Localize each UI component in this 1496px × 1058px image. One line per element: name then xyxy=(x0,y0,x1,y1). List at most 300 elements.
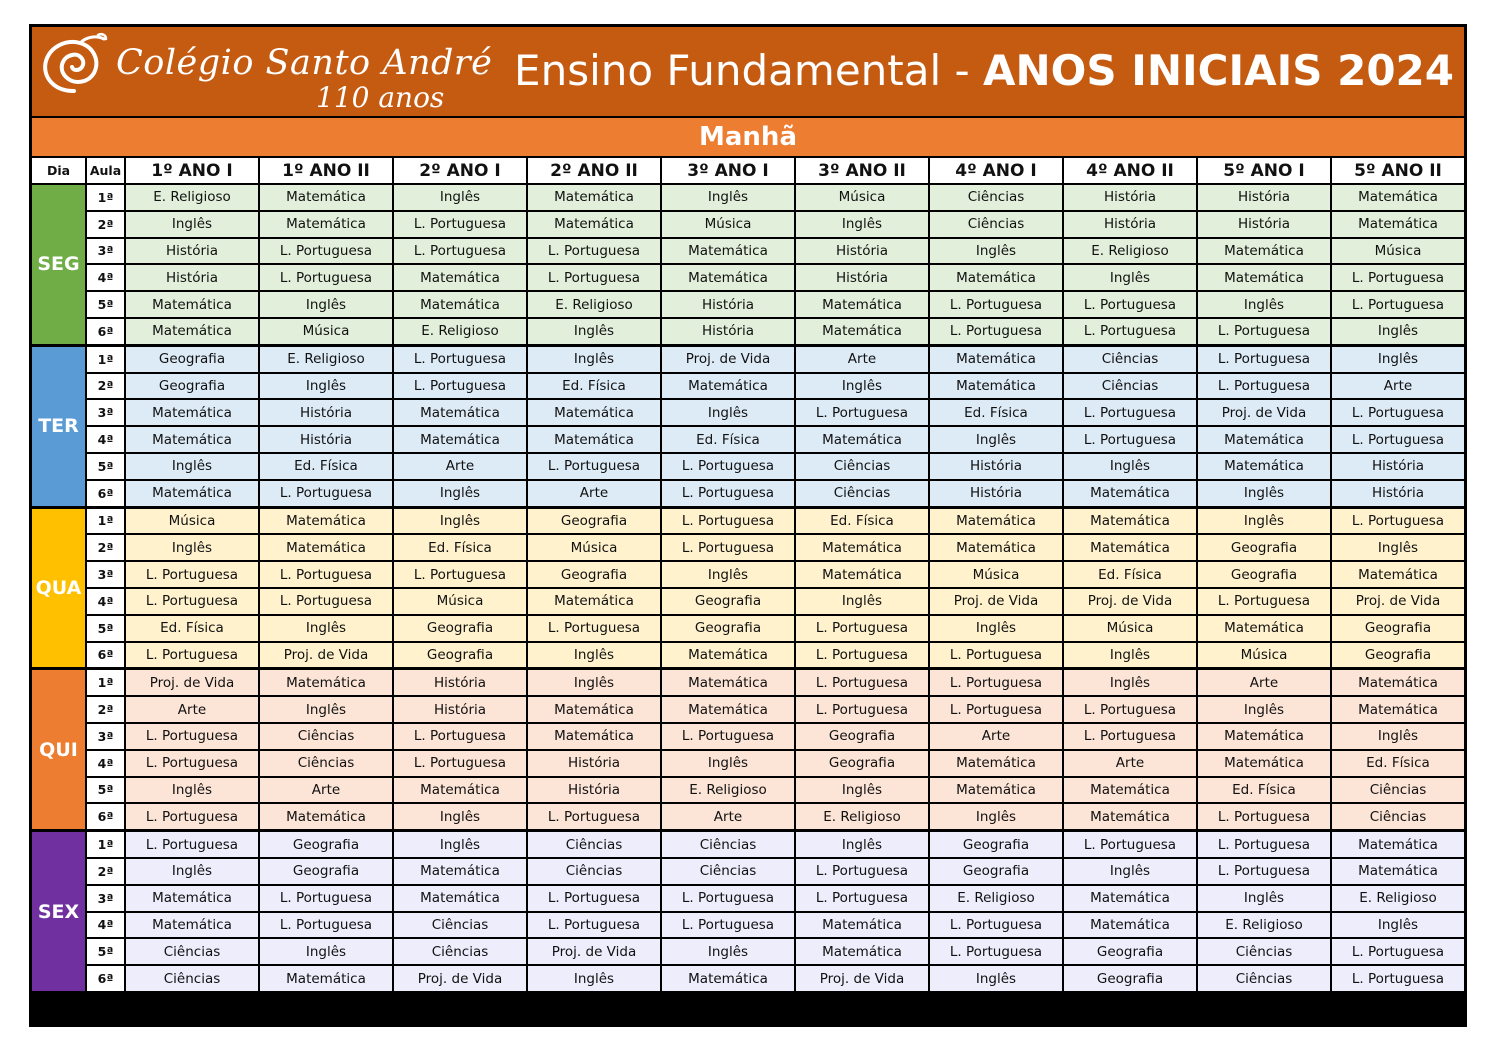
schedule-cell: Inglês xyxy=(662,185,794,210)
aula-number: 4ª xyxy=(87,589,124,614)
schedule-cell: Inglês xyxy=(126,454,258,479)
schedule-cell: Ciências xyxy=(1198,966,1330,991)
page-title xyxy=(514,45,1454,97)
schedule-cell: Música xyxy=(662,212,794,237)
title-bold: ANOS INICIAIS 2024 xyxy=(983,46,1454,95)
schedule-cell: Proj. de Vida xyxy=(260,643,392,668)
schedule-cell: L. Portuguesa xyxy=(528,239,660,264)
schedule-cell: Geografia xyxy=(260,832,392,857)
column-header-class: 3º ANO I xyxy=(662,158,794,183)
schedule-cell: Música xyxy=(260,319,392,344)
day-label-sex: SEX xyxy=(32,832,85,991)
schedule-cell: Matemática xyxy=(796,427,928,452)
schedule-cell: L. Portuguesa xyxy=(662,913,794,938)
schedule-cell: Inglês xyxy=(528,966,660,991)
column-header-aula: Aula xyxy=(87,158,124,183)
schedule-cell: L. Portuguesa xyxy=(796,859,928,884)
aula-number: 6ª xyxy=(87,966,124,991)
schedule-cell: Arte xyxy=(1198,670,1330,695)
schedule-cell: Inglês xyxy=(1198,481,1330,506)
schedule-cell: Ed. Física xyxy=(126,616,258,641)
schedule-cell: Ciências xyxy=(1332,804,1464,829)
schedule-cell: Geografia xyxy=(662,616,794,641)
shift-label: Manhã xyxy=(32,118,1464,156)
schedule-cell: L. Portuguesa xyxy=(126,832,258,857)
schedule-cell: Ciências xyxy=(662,859,794,884)
aula-number: 3ª xyxy=(87,400,124,425)
schedule-cell: Matemática xyxy=(662,374,794,399)
schedule-cell: Inglês xyxy=(1198,509,1330,534)
schedule-cell: Inglês xyxy=(662,562,794,587)
schedule-cell: L. Portuguesa xyxy=(662,454,794,479)
schedule-cell: Arte xyxy=(528,481,660,506)
schedule-cell: L. Portuguesa xyxy=(528,616,660,641)
schedule-cell: Ed. Física xyxy=(1198,778,1330,803)
schedule-cell: Geografia xyxy=(930,859,1062,884)
schedule-cell: Matemática xyxy=(126,481,258,506)
schedule-cell: Ciências xyxy=(796,454,928,479)
schedule-cell: Música xyxy=(1064,616,1196,641)
schedule-cell: Inglês xyxy=(126,212,258,237)
schedule-cell: Inglês xyxy=(394,832,526,857)
schedule-cell: Matemática xyxy=(394,292,526,317)
schedule-cell: Matemática xyxy=(126,886,258,911)
schedule-cell: Geografia xyxy=(260,859,392,884)
schedule-cell: Inglês xyxy=(1332,347,1464,372)
schedule-cell: Matemática xyxy=(1198,616,1330,641)
schedule-cell: Proj. de Vida xyxy=(930,589,1062,614)
schedule-cell: L. Portuguesa xyxy=(796,616,928,641)
schedule-cell: História xyxy=(1332,454,1464,479)
schedule-cell: Matemática xyxy=(930,751,1062,776)
schedule-cell: Música xyxy=(796,185,928,210)
aula-number: 5ª xyxy=(87,939,124,964)
schedule-cell: História xyxy=(930,454,1062,479)
schedule-cell: Arte xyxy=(1064,751,1196,776)
aula-number: 3ª xyxy=(87,724,124,749)
day-label-qui: QUI xyxy=(32,670,85,829)
schedule-cell: História xyxy=(662,292,794,317)
schedule-cell: E. Religioso xyxy=(796,804,928,829)
schedule-cell: Ciências xyxy=(528,859,660,884)
column-header-class: 2º ANO I xyxy=(394,158,526,183)
school-name: Colégio Santo André xyxy=(116,43,493,83)
schedule-sheet xyxy=(29,24,1467,1027)
schedule-cell: Matemática xyxy=(394,265,526,290)
schedule-cell: Matemática xyxy=(796,292,928,317)
schedule-cell: L. Portuguesa xyxy=(662,481,794,506)
schedule-cell: Inglês xyxy=(394,185,526,210)
schedule-cell: Inglês xyxy=(1332,913,1464,938)
aula-number: 2ª xyxy=(87,212,124,237)
schedule-cell: Inglês xyxy=(1198,697,1330,722)
schedule-cell: Inglês xyxy=(796,374,928,399)
schedule-cell: Matemática xyxy=(1332,859,1464,884)
schedule-cell: Matemática xyxy=(1332,832,1464,857)
schedule-cell: L. Portuguesa xyxy=(1198,374,1330,399)
schedule-cell: Matemática xyxy=(126,400,258,425)
schedule-cell: E. Religioso xyxy=(662,778,794,803)
schedule-cell: Inglês xyxy=(930,804,1062,829)
schedule-cell: L. Portuguesa xyxy=(1198,319,1330,344)
schedule-cell: Matemática xyxy=(930,535,1062,560)
schedule-cell: E. Religioso xyxy=(126,185,258,210)
schedule-cell: Proj. de Vida xyxy=(528,939,660,964)
schedule-cell: E. Religioso xyxy=(930,886,1062,911)
schedule-cell: Ed. Física xyxy=(662,427,794,452)
aula-number: 6ª xyxy=(87,319,124,344)
schedule-cell: Matemática xyxy=(1064,481,1196,506)
schedule-cell: História xyxy=(260,400,392,425)
schedule-cell: Matemática xyxy=(662,643,794,668)
schedule-cell: L. Portuguesa xyxy=(394,347,526,372)
schedule-cell: Geografia xyxy=(126,347,258,372)
schedule-cell: Matemática xyxy=(1198,265,1330,290)
schedule-cell: L. Portuguesa xyxy=(1332,427,1464,452)
schedule-cell: Ciências xyxy=(260,724,392,749)
column-header-class: 4º ANO I xyxy=(930,158,1062,183)
schedule-cell: L. Portuguesa xyxy=(260,589,392,614)
aula-number: 5ª xyxy=(87,292,124,317)
schedule-cell: Inglês xyxy=(260,292,392,317)
schedule-cell: Geografia xyxy=(1064,966,1196,991)
schedule-cell: Matemática xyxy=(662,966,794,991)
schedule-cell: Ciências xyxy=(662,832,794,857)
schedule-cell: L. Portuguesa xyxy=(394,724,526,749)
schedule-cell: E. Religioso xyxy=(1198,913,1330,938)
schedule-cell: Ed. Física xyxy=(930,400,1062,425)
schedule-cell: L. Portuguesa xyxy=(394,212,526,237)
schedule-cell: L. Portuguesa xyxy=(662,535,794,560)
aula-number: 1ª xyxy=(87,832,124,857)
schedule-cell: L. Portuguesa xyxy=(930,939,1062,964)
schedule-cell: Matemática xyxy=(796,319,928,344)
schedule-cell: L. Portuguesa xyxy=(1198,347,1330,372)
school-years: 110 anos xyxy=(316,81,445,114)
schedule-cell: Matemática xyxy=(930,509,1062,534)
schedule-cell: Inglês xyxy=(126,778,258,803)
schedule-cell: Música xyxy=(1198,643,1330,668)
schedule-cell: Matemática xyxy=(1064,778,1196,803)
schedule-cell: Matemática xyxy=(1332,670,1464,695)
schedule-cell: Matemática xyxy=(528,697,660,722)
schedule-cell: L. Portuguesa xyxy=(796,400,928,425)
schedule-cell: L. Portuguesa xyxy=(126,724,258,749)
schedule-cell: L. Portuguesa xyxy=(930,913,1062,938)
schedule-cell: Inglês xyxy=(394,481,526,506)
schedule-cell: L. Portuguesa xyxy=(1332,966,1464,991)
schedule-cell: L. Portuguesa xyxy=(1198,804,1330,829)
schedule-cell: História xyxy=(394,670,526,695)
schedule-cell: L. Portuguesa xyxy=(260,265,392,290)
schedule-cell: Ciências xyxy=(126,966,258,991)
schedule-cell: Inglês xyxy=(930,616,1062,641)
schedule-cell: Ciências xyxy=(1332,778,1464,803)
column-header-class: 2º ANO II xyxy=(528,158,660,183)
schedule-cell: Inglês xyxy=(796,589,928,614)
schedule-cell: Matemática xyxy=(1064,535,1196,560)
aula-number: 1ª xyxy=(87,185,124,210)
schedule-cell: L. Portuguesa xyxy=(796,886,928,911)
schedule-cell: Matemática xyxy=(796,535,928,560)
schedule-cell: Matemática xyxy=(1332,185,1464,210)
schedule-cell: Matemática xyxy=(394,859,526,884)
schedule-cell: L. Portuguesa xyxy=(930,643,1062,668)
schedule-cell: Matemática xyxy=(260,670,392,695)
schedule-cell: Matemática xyxy=(528,589,660,614)
schedule-cell: Inglês xyxy=(662,751,794,776)
schedule-cell: História xyxy=(796,239,928,264)
day-label-ter: TER xyxy=(32,347,85,506)
schedule-cell: Geografia xyxy=(1198,562,1330,587)
schedule-cell: Música xyxy=(930,562,1062,587)
schedule-cell: Matemática xyxy=(528,724,660,749)
schedule-cell: Ed. Física xyxy=(260,454,392,479)
schedule-cell: Matemática xyxy=(260,966,392,991)
schedule-cell: Geografia xyxy=(528,509,660,534)
schedule-cell: Inglês xyxy=(930,427,1062,452)
schedule-cell: Geografia xyxy=(1064,939,1196,964)
schedule-cell: Inglês xyxy=(796,212,928,237)
schedule-cell: Inglês xyxy=(796,778,928,803)
schedule-cell: Matemática xyxy=(1064,886,1196,911)
schedule-cell: Matemática xyxy=(394,886,526,911)
schedule-cell: Arte xyxy=(930,724,1062,749)
schedule-cell: Geografia xyxy=(930,832,1062,857)
schedule-cell: Inglês xyxy=(930,239,1062,264)
schedule-cell: Proj. de Vida xyxy=(1332,589,1464,614)
schedule-cell: História xyxy=(1198,185,1330,210)
schedule-cell: Matemática xyxy=(260,212,392,237)
schedule-cell: Matemática xyxy=(662,265,794,290)
schedule-cell: L. Portuguesa xyxy=(528,886,660,911)
aula-number: 2ª xyxy=(87,535,124,560)
schedule-cell: Música xyxy=(394,589,526,614)
schedule-cell: Ciências xyxy=(1064,374,1196,399)
schedule-cell: L. Portuguesa xyxy=(528,265,660,290)
schedule-cell: História xyxy=(796,265,928,290)
schedule-cell: Inglês xyxy=(528,319,660,344)
schedule-cell: L. Portuguesa xyxy=(528,804,660,829)
aula-number: 2ª xyxy=(87,697,124,722)
schedule-cell: L. Portuguesa xyxy=(394,751,526,776)
aula-number: 4ª xyxy=(87,265,124,290)
schedule-cell: Ciências xyxy=(394,939,526,964)
column-header-class: 5º ANO I xyxy=(1198,158,1330,183)
aula-number: 6ª xyxy=(87,481,124,506)
schedule-cell: Matemática xyxy=(662,697,794,722)
schedule-cell: E. Religioso xyxy=(394,319,526,344)
schedule-cell: L. Portuguesa xyxy=(126,562,258,587)
schedule-cell: Matemática xyxy=(394,400,526,425)
schedule-cell: Inglês xyxy=(260,697,392,722)
schedule-cell: Ed. Física xyxy=(1064,562,1196,587)
schedule-cell: L. Portuguesa xyxy=(662,724,794,749)
aula-number: 4ª xyxy=(87,913,124,938)
schedule-cell: L. Portuguesa xyxy=(1332,400,1464,425)
schedule-cell: Inglês xyxy=(796,832,928,857)
schedule-cell: Inglês xyxy=(662,939,794,964)
schedule-cell: Arte xyxy=(1332,374,1464,399)
schedule-cell: Proj. de Vida xyxy=(126,670,258,695)
schedule-cell: Música xyxy=(126,509,258,534)
schedule-cell: Proj. de Vida xyxy=(796,966,928,991)
schedule-cell: Geografia xyxy=(662,589,794,614)
schedule-cell: Proj. de Vida xyxy=(394,966,526,991)
school-logo xyxy=(38,31,493,114)
schedule-cell: L. Portuguesa xyxy=(1198,832,1330,857)
schedule-cell: Música xyxy=(528,535,660,560)
schedule-cell: L. Portuguesa xyxy=(930,292,1062,317)
schedule-cell: Matemática xyxy=(930,347,1062,372)
schedule-cell: Matemática xyxy=(662,670,794,695)
schedule-cell: Matemática xyxy=(1198,239,1330,264)
schedule-cell: Matemática xyxy=(394,778,526,803)
aula-number: 6ª xyxy=(87,804,124,829)
schedule-cell: Inglês xyxy=(528,670,660,695)
schedule-cell: L. Portuguesa xyxy=(1064,319,1196,344)
aula-number: 5ª xyxy=(87,454,124,479)
schedule-cell: Matemática xyxy=(1198,724,1330,749)
schedule-cell: História xyxy=(126,265,258,290)
schedule-cell: Inglês xyxy=(260,616,392,641)
schedule-cell: Matemática xyxy=(1332,697,1464,722)
schedule-cell: Matemática xyxy=(796,562,928,587)
schedule-cell: Matemática xyxy=(260,185,392,210)
schedule-cell: Proj. de Vida xyxy=(1198,400,1330,425)
schedule-cell: L. Portuguesa xyxy=(930,319,1062,344)
schedule-cell: Inglês xyxy=(126,535,258,560)
aula-number: 2ª xyxy=(87,374,124,399)
schedule-cell: Geografia xyxy=(126,374,258,399)
schedule-cell: L. Portuguesa xyxy=(260,562,392,587)
schedule-cell: Matemática xyxy=(1198,427,1330,452)
schedule-cell: Matemática xyxy=(1332,562,1464,587)
schedule-cell: Matemática xyxy=(1064,509,1196,534)
column-header-class: 3º ANO II xyxy=(796,158,928,183)
schedule-cell: História xyxy=(662,319,794,344)
schedule-cell: Matemática xyxy=(1064,913,1196,938)
schedule-cell: Inglês xyxy=(126,859,258,884)
schedule-cell: Matemática xyxy=(528,185,660,210)
logo-swirl-icon xyxy=(38,31,110,101)
schedule-cell: Inglês xyxy=(260,939,392,964)
schedule-cell: Matemática xyxy=(260,535,392,560)
schedule-cell: E. Religioso xyxy=(1332,886,1464,911)
schedule-cell: Matemática xyxy=(930,374,1062,399)
schedule-cell: Matemática xyxy=(930,265,1062,290)
schedule-cell: L. Portuguesa xyxy=(260,481,392,506)
schedule-cell: L. Portuguesa xyxy=(662,886,794,911)
schedule-cell: Inglês xyxy=(394,804,526,829)
schedule-cell: L. Portuguesa xyxy=(1064,832,1196,857)
schedule-cell: E. Religioso xyxy=(528,292,660,317)
schedule-cell: L. Portuguesa xyxy=(1332,939,1464,964)
schedule-cell: Matemática xyxy=(126,319,258,344)
schedule-cell: Matemática xyxy=(528,212,660,237)
schedule-cell: Arte xyxy=(394,454,526,479)
schedule-cell: História xyxy=(260,427,392,452)
day-label-qua: QUA xyxy=(32,509,85,668)
schedule-cell: Ciências xyxy=(260,751,392,776)
schedule-cell: Matemática xyxy=(662,239,794,264)
schedule-cell: Ed. Física xyxy=(796,509,928,534)
schedule-cell: L. Portuguesa xyxy=(1064,427,1196,452)
schedule-cell: Música xyxy=(1332,239,1464,264)
schedule-cell: Arte xyxy=(260,778,392,803)
schedule-cell: História xyxy=(930,481,1062,506)
schedule-cell: História xyxy=(528,751,660,776)
schedule-cell: História xyxy=(1064,185,1196,210)
schedule-cell: Inglês xyxy=(1198,886,1330,911)
aula-number: 6ª xyxy=(87,643,124,668)
schedule-cell: Geografia xyxy=(1332,616,1464,641)
schedule-cell: Ciências xyxy=(1198,939,1330,964)
schedule-cell: L. Portuguesa xyxy=(260,239,392,264)
schedule-cell: Matemática xyxy=(126,292,258,317)
schedule-cell: Matemática xyxy=(1198,751,1330,776)
schedule-cell: E. Religioso xyxy=(260,347,392,372)
column-header-class: 4º ANO II xyxy=(1064,158,1196,183)
schedule-cell: L. Portuguesa xyxy=(662,509,794,534)
day-label-seg: SEG xyxy=(32,185,85,344)
schedule-cell: Ciências xyxy=(394,913,526,938)
schedule-cell: E. Religioso xyxy=(1064,239,1196,264)
schedule-cell: Proj. de Vida xyxy=(1064,589,1196,614)
column-header-day: Dia xyxy=(32,158,85,183)
schedule-cell: Matemática xyxy=(1198,454,1330,479)
schedule-cell: Inglês xyxy=(1064,643,1196,668)
schedule-cell: Ciências xyxy=(1064,347,1196,372)
schedule-cell: Inglês xyxy=(1198,292,1330,317)
column-header-class: 1º ANO II xyxy=(260,158,392,183)
aula-number: 2ª xyxy=(87,859,124,884)
schedule-cell: Inglês xyxy=(1332,535,1464,560)
aula-number: 3ª xyxy=(87,886,124,911)
schedule-cell: Inglês xyxy=(1332,319,1464,344)
aula-number: 5ª xyxy=(87,616,124,641)
schedule-cell: Inglês xyxy=(662,400,794,425)
schedule-cell: L. Portuguesa xyxy=(796,670,928,695)
schedule-cell: Inglês xyxy=(930,966,1062,991)
schedule-cell: Inglês xyxy=(260,374,392,399)
schedule-cell: História xyxy=(126,239,258,264)
schedule-cell: Geografia xyxy=(394,616,526,641)
schedule-cell: L. Portuguesa xyxy=(260,913,392,938)
schedule-cell: Inglês xyxy=(1332,724,1464,749)
schedule-cell: L. Portuguesa xyxy=(126,804,258,829)
schedule-cell: Matemática xyxy=(1332,212,1464,237)
schedule-cell: Geografia xyxy=(1198,535,1330,560)
schedule-cell: Ed. Física xyxy=(1332,751,1464,776)
schedule-cell: L. Portuguesa xyxy=(930,697,1062,722)
schedule-cell: Ciências xyxy=(528,832,660,857)
schedule-cell: Inglês xyxy=(1064,670,1196,695)
schedule-cell: Arte xyxy=(796,347,928,372)
schedule-cell: Matemática xyxy=(260,804,392,829)
schedule-cell: História xyxy=(1064,212,1196,237)
schedule-cell: Matemática xyxy=(930,778,1062,803)
schedule-cell: L. Portuguesa xyxy=(1198,589,1330,614)
schedule-cell: Ciências xyxy=(930,212,1062,237)
schedule-cell: Matemática xyxy=(126,427,258,452)
schedule-table xyxy=(32,158,1464,992)
schedule-cell: Arte xyxy=(662,804,794,829)
schedule-cell: História xyxy=(528,778,660,803)
schedule-cell: L. Portuguesa xyxy=(528,913,660,938)
schedule-cell: L. Portuguesa xyxy=(1332,509,1464,534)
schedule-cell: Matemática xyxy=(528,427,660,452)
